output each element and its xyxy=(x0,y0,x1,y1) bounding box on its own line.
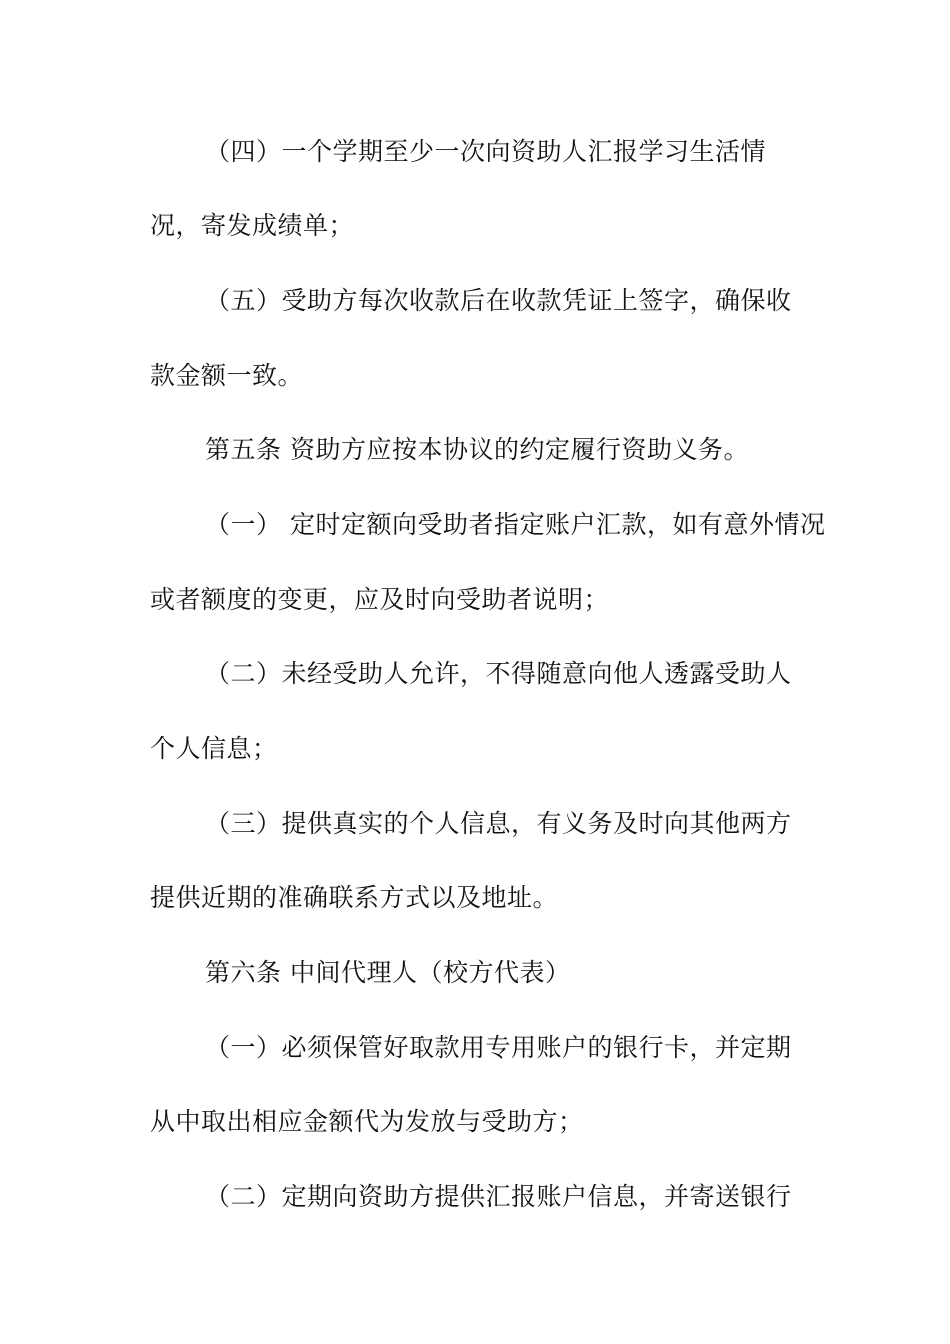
paragraph-line: （二）未经受助人允许，不得随意向他人透露受助人 xyxy=(205,659,792,688)
paragraph-line: 个人信息； xyxy=(150,734,278,763)
article-heading: 第五条 资助方应按本协议的约定履行资助义务。 xyxy=(205,435,749,464)
paragraph-line: （二）定期向资助方提供汇报账户信息，并寄送银行 xyxy=(205,1182,792,1211)
paragraph-line: （一）必须保管好取款用专用账户的银行卡，并定期 xyxy=(205,1033,792,1062)
paragraph-line: 从中取出相应金额代为发放与受助方； xyxy=(150,1107,584,1136)
paragraph-line: （四）一个学期至少一次向资助人汇报学习生活情 xyxy=(205,137,767,166)
paragraph-line: （五）受助方每次收款后在收款凭证上签字，确保收 xyxy=(205,286,792,315)
paragraph-line: 或者额度的变更，应及时向受助者说明； xyxy=(150,585,610,614)
paragraph-line: （一） 定时定额向受助者指定账户汇款，如有意外情况 xyxy=(205,510,826,539)
paragraph-line: 款金额一致。 xyxy=(150,361,304,390)
paragraph-line: （三）提供真实的个人信息，有义务及时向其他两方 xyxy=(205,809,792,838)
paragraph-line: 况，寄发成绩单； xyxy=(150,211,355,240)
article-heading: 第六条 中间代理人（校方代表） xyxy=(205,958,571,987)
paragraph-line: 提供近期的准确联系方式以及地址。 xyxy=(150,883,559,912)
